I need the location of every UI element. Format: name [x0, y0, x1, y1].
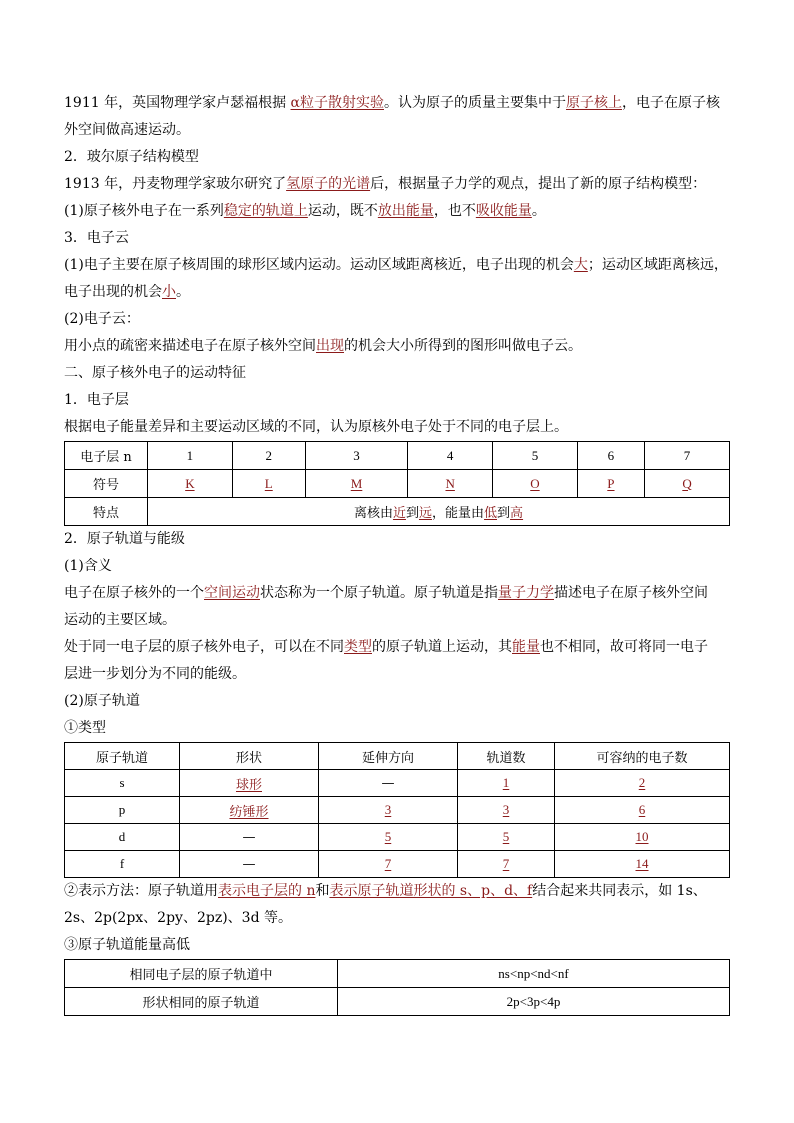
table-cell: 2 — [555, 770, 730, 797]
table-cell: 5 — [493, 442, 578, 470]
table-cell: 6 — [555, 797, 730, 824]
table-cell: 7 — [458, 851, 555, 878]
table-cell: 2 — [232, 442, 305, 470]
table-cell: P — [577, 470, 644, 498]
table-cell: 形状相同的原子轨道 — [65, 988, 338, 1016]
table-cell: 可容纳的电子数 — [555, 743, 730, 770]
table-cell: 1 — [148, 442, 233, 470]
table-cell: M — [305, 470, 408, 498]
heading-electron-cloud: 3．电子云 — [64, 230, 129, 246]
table-cell: 延伸方向 — [319, 743, 458, 770]
table-cell: 3 — [305, 442, 408, 470]
table-cell: p — [65, 797, 180, 824]
table-cell: 轨道数 — [458, 743, 555, 770]
table-cell: 电子层 n — [65, 442, 148, 470]
table-cell: 4 — [408, 442, 493, 470]
table-row — [65, 770, 730, 797]
table-row — [65, 470, 730, 498]
paragraph-cloud-1-cont: 电子出现的机会小。 — [64, 284, 190, 300]
table-row — [65, 988, 730, 1016]
paragraph-notation-cont: 2s、2p(2px、2py、2pz)、3d 等。 — [64, 910, 292, 926]
heading-bohr-model: 2．玻尔原子结构模型 — [64, 149, 199, 165]
table-cell: ns<np<nd<nf — [338, 960, 730, 988]
table-row — [65, 960, 730, 988]
table-cell: 离核由近到远，能量由低到高 — [148, 498, 730, 526]
table-cell: — — [180, 851, 319, 878]
subheading-energy-order: ③原子轨道能量高低 — [64, 937, 190, 953]
table-cell: L — [232, 470, 305, 498]
heading-electron-shell: 1．电子层 — [64, 392, 129, 408]
paragraph-rutherford: 1911 年，英国物理学家卢瑟福根据 α粒子散射实验。认为原子的质量主要集中于原子核上，电子在原子核 — [64, 95, 720, 111]
paragraph-notation: ②表示方法：原子轨道用表示电子层的 n和表示原子轨道形状的 s、p、d、f结合起来共同表示，如 1s、 — [64, 883, 707, 899]
table-cell: N — [408, 470, 493, 498]
table-cell: 相同电子层的原子轨道中 — [65, 960, 338, 988]
table-row — [65, 824, 730, 851]
table-row — [65, 743, 730, 770]
table-cell: s — [65, 770, 180, 797]
table-row — [65, 498, 730, 526]
paragraph-energy-level-cont: 层进一步划分为不同的能级。 — [64, 666, 246, 682]
paragraph-orbital-def-cont: 运动的主要区域。 — [64, 612, 176, 628]
subheading-types: ①类型 — [64, 720, 106, 736]
table-cell: d — [65, 824, 180, 851]
table-cell: 1 — [458, 770, 555, 797]
paragraph-rutherford-cont: 外空间做高速运动。 — [64, 122, 190, 138]
table-cell: — — [319, 770, 458, 797]
paragraph-bohr: 1913 年，丹麦物理学家玻尔研究了氢原子的光谱后，根据量子力学的观点，提出了新的原子结构模型： — [64, 176, 707, 192]
table-cell: 2p<3p<4p — [338, 988, 730, 1016]
paragraph-bohr-1: (1)原子核外电子在一系列稳定的轨道上运动，既不放出能量，也不吸收能量。 — [64, 203, 546, 219]
table-cell: 纺锤形 — [180, 797, 319, 824]
table-cell: f — [65, 851, 180, 878]
table-cell: 6 — [577, 442, 644, 470]
table-cell: 14 — [555, 851, 730, 878]
section-heading-2: 二、原子核外电子的运动特征 — [64, 365, 246, 381]
table-cell: 10 — [555, 824, 730, 851]
paragraph-shell: 根据电子能量差异和主要运动区域的不同，认为原核外电子处于不同的电子层上。 — [64, 419, 568, 435]
table-cell: 3 — [458, 797, 555, 824]
paragraph-cloud-def: 用小点的疏密来描述电子在原子核外空间出现的机会大小所得到的图形叫做电子云。 — [64, 338, 582, 354]
table-row — [65, 442, 730, 470]
document-page — [64, 90, 730, 1016]
table-cell: — — [180, 824, 319, 851]
table-cell: 7 — [319, 851, 458, 878]
paragraph-cloud-2: (2)电子云： — [64, 311, 140, 327]
heading-orbital-level: 2．原子轨道与能级 — [64, 531, 185, 547]
table-cell: 5 — [458, 824, 555, 851]
subheading-meaning: (1)含义 — [64, 558, 112, 574]
electron-shell-table — [64, 441, 730, 526]
paragraph-energy-level: 处于同一电子层的原子核外电子，可以在不同类型的原子轨道上运动，其能量也不相同，故可将同一电子 — [64, 639, 708, 655]
table-cell: 3 — [319, 797, 458, 824]
table-cell: 原子轨道 — [65, 743, 180, 770]
orbital-type-table — [64, 742, 730, 878]
table-cell: K — [148, 470, 233, 498]
table-cell: O — [493, 470, 578, 498]
paragraph-cloud-1: (1)电子主要在原子核周围的球形区域内运动。运动区域距离核近，电子出现的机会大；运动区域距离核远， — [64, 257, 728, 273]
table-cell: 球形 — [180, 770, 319, 797]
table-cell: Q — [645, 470, 730, 498]
orbital-energy-table — [64, 959, 730, 1016]
table-row — [65, 851, 730, 878]
subheading-orbital: (2)原子轨道 — [64, 693, 140, 709]
paragraph-orbital-def: 电子在原子核外的一个空间运动状态称为一个原子轨道。原子轨道是指量子力学描述电子在原子核外空间 — [64, 585, 708, 601]
table-row — [65, 797, 730, 824]
table-cell: 7 — [645, 442, 730, 470]
table-cell: 特点 — [65, 498, 148, 526]
table-cell: 5 — [319, 824, 458, 851]
table-cell: 形状 — [180, 743, 319, 770]
table-cell: 符号 — [65, 470, 148, 498]
